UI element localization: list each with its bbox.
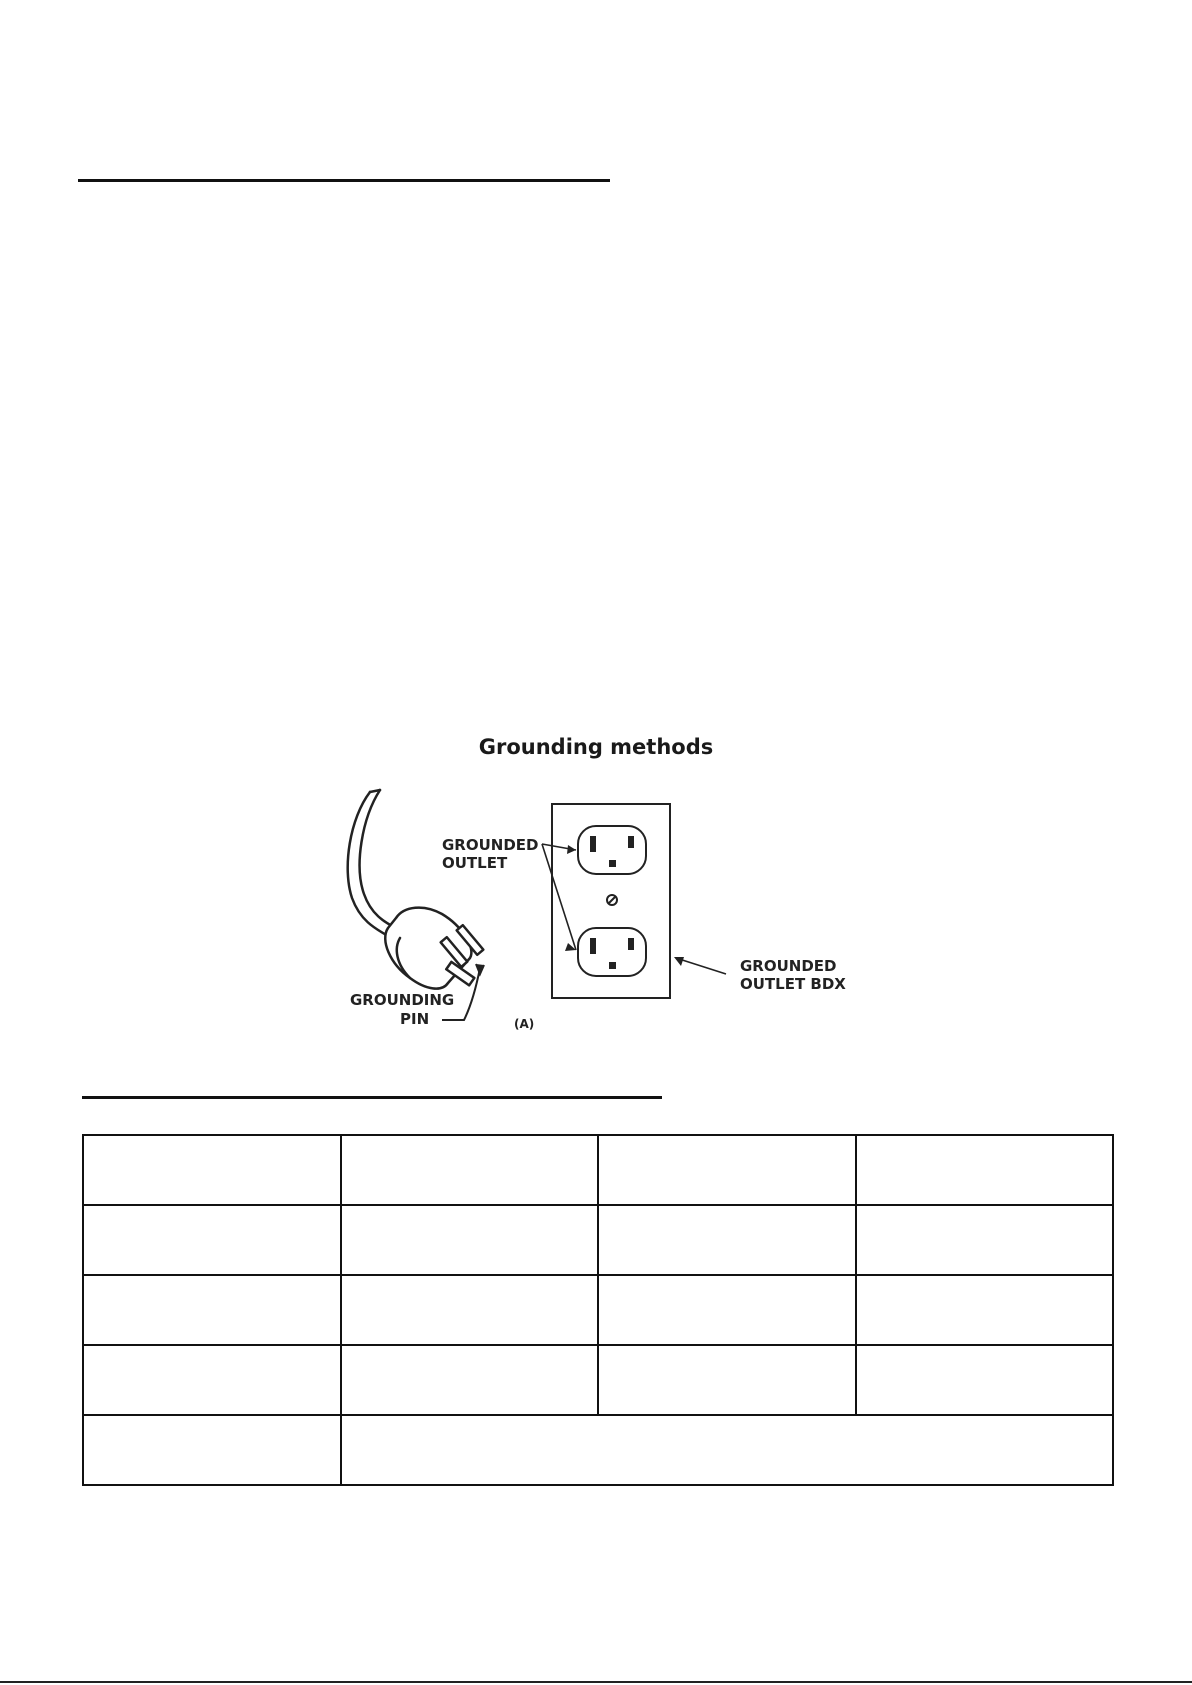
table-cell bbox=[598, 1345, 856, 1415]
table-cell bbox=[83, 1345, 341, 1415]
table-row bbox=[83, 1275, 1113, 1345]
table-row bbox=[83, 1345, 1113, 1415]
table-cell bbox=[598, 1135, 856, 1205]
grounding-pin-label-line1: GROUNDING bbox=[350, 991, 455, 1009]
table-cell bbox=[856, 1135, 1114, 1205]
table-cell bbox=[341, 1275, 599, 1345]
table-row bbox=[83, 1205, 1113, 1275]
table-cell bbox=[83, 1135, 341, 1205]
spec-table bbox=[82, 1134, 1114, 1486]
table-cell bbox=[598, 1275, 856, 1345]
page-bottom-rule bbox=[0, 1681, 1192, 1683]
grounding-pin-label-line2: PIN bbox=[400, 1010, 430, 1028]
table-cell bbox=[83, 1415, 341, 1485]
table-cell bbox=[83, 1275, 341, 1345]
table-row bbox=[83, 1415, 1113, 1485]
grounded-outlet-label-line2: OUTLET bbox=[442, 854, 508, 872]
table-cell bbox=[856, 1275, 1114, 1345]
section-rule-top bbox=[78, 179, 610, 182]
section-rule-middle bbox=[82, 1096, 662, 1099]
table-cell bbox=[341, 1345, 599, 1415]
figure-caption: (A) bbox=[514, 1017, 535, 1031]
grounded-outlet-box-label-line2: OUTLET BDX bbox=[740, 975, 846, 993]
table-cell-merged bbox=[341, 1415, 1114, 1485]
table-cell bbox=[83, 1205, 341, 1275]
table-cell bbox=[598, 1205, 856, 1275]
table-cell bbox=[856, 1345, 1114, 1415]
grounded-outlet-box-label-line1: GROUNDED bbox=[740, 957, 837, 975]
grounding-figure bbox=[330, 778, 860, 1038]
figure-title: Grounding methods bbox=[478, 735, 714, 759]
plug-icon bbox=[348, 790, 484, 989]
grounded-outlet-label-line1: GROUNDED bbox=[442, 836, 539, 854]
table-cell bbox=[341, 1205, 599, 1275]
table-cell bbox=[341, 1135, 599, 1205]
table-row bbox=[83, 1135, 1113, 1205]
table-cell bbox=[856, 1205, 1114, 1275]
